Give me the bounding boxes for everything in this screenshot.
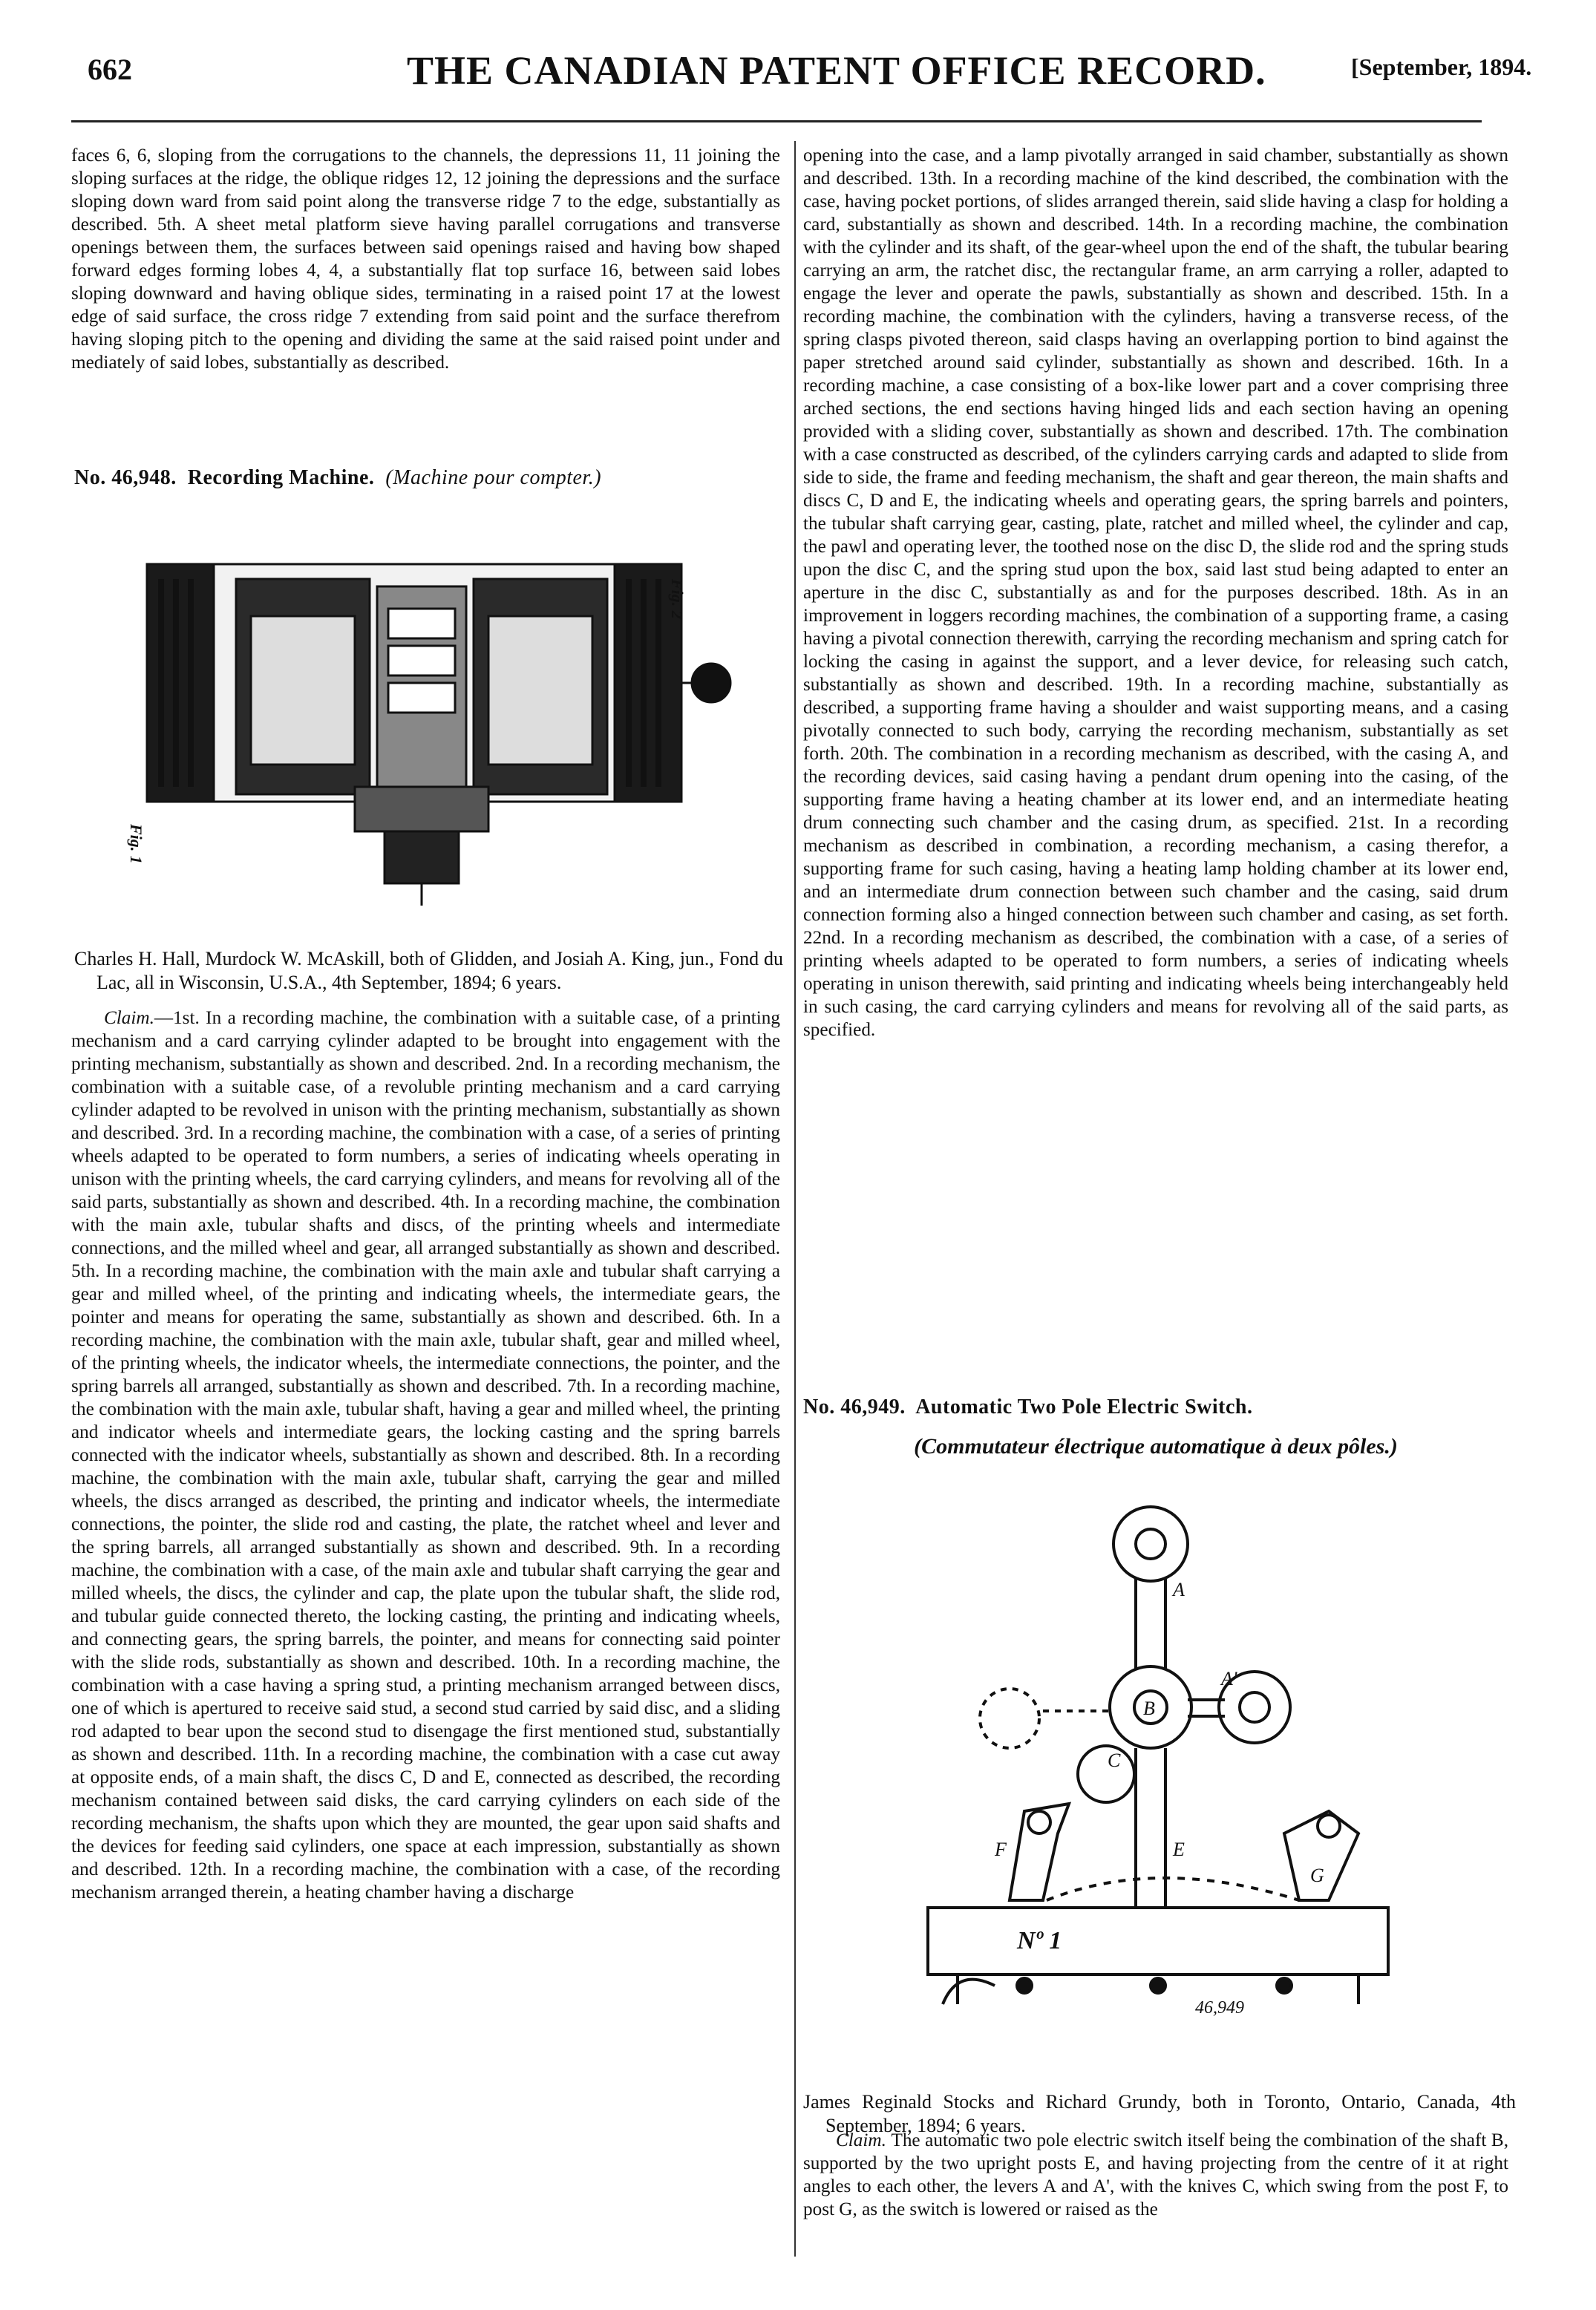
entry-46949-name: Automatic Two Pole Electric Switch. [915,1396,1253,1419]
entry-46948-french: (Machine pour compter.) [385,466,602,489]
switch-signature: 46,949 [1195,1998,1244,2018]
header-rule [71,120,1482,122]
column-divider [794,141,796,2257]
entry-46949-claim-label: Claim. [836,2130,886,2150]
entry-46948-claim-text: —1st. In a recording machine, the combination with a suitable case, of a printing mechanism and a card carrying cylinder adapted to be brought into engagement with the printing mechanism, substantially as shown and described. 2nd. In a recording mechanism, the combination with a suitable case, of a revoluble printing mechanism and a card carrying cylinder adapted to be revolved in unison with the printing mechanism, substantially as shown and described. 3rd. In a recording machine, the combination with a case, of a series of printing wheels adapted to be operated to form numbers, a series of indicating wheels operating in unison with the printing wheels, the card carrying cylinders, and means for revolving all of the said parts, substantially as shown and described. 4th. In a recording machine, the combination with the main axle, tubular shafts and discs, of the printing wheels and intermediate connections, and the milled wheel and gear, all arranged substantially as shown and described. 5th. In a recording machine, the combination with the main axle and tubular shaft carrying a gear and milled wheel, of the printing and indicating wheels, the intermediate gears, the pointer and means for operating the same, substantially as shown and described. 6th. In a recording machine, the combination with the main axle, tubular shaft, gear and milled wheel, of the printing wheels, the indicator wheels, the intermediate connections, the pointer, and the spring barrels all arranged, substantially as shown and described. 7th. In a recording machine, the combination with the main axle, tubular shaft, having a gear and milled wheel, the printing and indicator wheels and intermediate gears, the locking casting and the spring barrels connected with the indicator wheels, substantially as shown and described. 8th. In a recording machine, the combination with the main axle, tubular shaft, carrying the gear and milled wheels, the discs arranged as described, the printing and indicator wheels, the intermediate connections, the pointer, the slide rod and casting, the plate, the ratchet wheel and lever and the spring barrels, all arranged substantially as shown and described. 9th. In a recording machine, the combination with a case, of the main axle and tubular shaft carrying the gear and milled wheels, the discs, the cylinder and cap, the plate upon the tubular shaft, the slide rod, and tubular guide connected thereto, the locking casting, the printing and indicating wheels, and connecting gears, the spring barrels, the pointer, and means for connecting said pointer with the slide rods, substantially as shown and described. 10th. In a recording machine, the combination with a case having a spring stud, a printing mechanism arranged between discs, one of which is apertured to receive said stud, a second stud carried by said disc, and a sliding rod adapted to bear upon the second stud to disengage the first mentioned stud, substantially as shown and described. 11th. In a recording machine, the combination with a case cut away at opposite ends, of a main shaft, the discs C, D and E, connected as described, the recording mechanism contained between said disks, the card carrying cylinders on each side of the recording mechanism, the shafts upon which they are mounted, the gear upon said shafts and the devices for feeding said cylinders, one space at each impression, substantially as shown and described. 12th. In a recording machine, the combination with a case, of the recording mechanism arranged therein, a heating chamber having a discharge [71,1008,780,1902]
entry-46948-claim [71,1007,780,1904]
journal-title: THE CANADIAN PATENT OFFICE RECORD. [407,48,1266,93]
right-continuation-text: opening into the case, and a lamp pivotally arranged in said chamber, substantially as shown and described. 13th. In a recording machine of the kind described, the combination with the case, having pocket portions, of slides arranged therein, said slide having a clasp for holding a card, substantially as shown and described. 14th. In a recording machine, the combination with the cylinder and its shaft, of the gear-wheel upon the end of the shaft, the tubular bearing carrying an arm, the ratchet disc, the rectangular frame, an arm carrying a roller, adapted to engage the lever and operate the pawls, substantially as shown and described. 15th. In a recording machine, the combination with the cylinders, having a transverse recess, of the spring clasps pivoted thereon, said clasps having an overlapping portion to bind against the paper stretched around said cylinder, substantially as shown and described. 16th. In a recording machine, a case consisting of a box-like lower part and a cover comprising three arched sections, the end sections having hinged lids and each section having an opening provided with a sliding cover, substantially as shown and described. 17th. The combination with a case constructed as described, of the cylinders carrying cards and adapted to slide from side to side, the frame and feeding mechanism, the shaft and gear thereon, the main shafts and discs C, D and E, the indicating wheels and operating gears, the spring barrels and pointers, the tubular shaft carrying gear, casting, plate, ratchet and milled wheel, the cylinder and cap, the pawl and operating lever, the toothed nose on the disc D, the slide rod and the spring studs upon the disc C, and the spring stud upon the box, said last stud being adapted to enter an aperture in the disc C, substantially as and for the purposes described. 18th. As in an improvement in loggers recording machines, the combination of a supporting frame, a casing having a pivotal connection therewith, carrying the recording mechanism and spring catch for locking the casing in against the support, and a lever device, for releasing such catch, substantially as shown and described. 19th. In a recording machine, substantially as described, a supporting frame having a shoulder and waist supporting means, and a casing pivotally connected to such body, carrying the recording mechanism, substantially as set forth. 20th. The combination in a recording mechanism as described, with the casing A, and the recording devices, said casing having a pendant drum opening into the casing, of the supporting frame having a heating chamber at its lower end, and an intermediate heating drum connecting such chamber and the casing drum, as specified. 21st. In a recording mechanism as described in combination, a recording mechanism, a casing therefor, a supporting frame for such casing, having a heating lamp holding chamber at its lower end, and an intermediate drum connection between such chamber and the casing, said drum connection forming also a hinged connection between such chamber and casing, as set forth. 22nd. In a recording mechanism as described, the combination with a case, of a series of printing wheels adapted to be operated to form numbers, a series of indicating wheels operating in unison therewith, said printing and indicating wheels being interchangeably held in such casing, the card carrying cylinders and means for revolving all of the said parts, as specified. [803,145,1508,1040]
switch-label-E: E [1173,1839,1185,1860]
entry-46948-number: No. 46,948. [74,466,177,489]
electric-switch-figure [913,1485,1403,2026]
electric-switch-drawing [913,1485,1403,2026]
left-continuation-text: faces 6, 6, sloping from the corrugations to the channels, the depressions 11, 11 joining the sloping surfaces at the ridge, the oblique ridges 12, 12 joining the depressions and the surface sloping down ward from said point along the transverse ridge 7 to the edge, substantially as described. 5th. A sheet metal platform sieve having parallel corrugations and transverse openings between them, the surfaces between said openings raised and having bow shaped forward edges forming lobes 4, 4, a substantially flat top surface 16, between said lobes sloping downward and having oblique sides, terminating in a raised point 17 at the lowest edge of said surface, the cross ridge 7 extending from said point and the surface therefrom having sloping pitch to the opening and dividing the same at the said raised point under and mediately of said lobes, substantially as described. [71,145,780,373]
entry-46949-title [803,1396,1516,1419]
issue-date: [September, 1894. [1351,53,1532,80]
fig-1-label: Fig. 1 [127,824,145,864]
entry-46948-claim-label: Claim. [104,1008,154,1028]
switch-plate-label: Nº 1 [1017,1927,1062,1954]
switch-label-B: B [1143,1698,1155,1719]
entry-46949-patentees: James Reginald Stocks and Richard Grundy, both in Toronto, Ontario, Canada, 4th September, 1894; 6 years. [803,2091,1516,2136]
entry-46949-number: No. 46,949. [803,1396,906,1419]
switch-label-F: F [995,1839,1007,1860]
switch-label-G: G [1310,1865,1324,1886]
entry-46949-claim-text: The automatic two pole electric switch itself being the combination of the shaft B, supported by the two upright posts E, and having projecting from the centre of it at right angles to each other, the levers A and A', with the knives C, which swing from the post F, to post G, as the switch is lowered or raised as the [803,2130,1508,2219]
entry-46948-name: Recording Machine. [187,466,375,489]
entry-46948-patentees: Charles H. Hall, Murdock W. McAskill, both of Glidden, and Josiah A. King, jun., Fond du Lac, all in Wisconsin, U.S.A., 4th September, 1894; 6 years. [74,948,783,993]
switch-label-A: A [1173,1579,1185,1600]
entry-46949-claim [803,2129,1508,2221]
page-number: 662 [88,53,132,86]
fig-2-label: Fig. 2 [668,579,687,619]
recording-machine-drawing [132,520,748,906]
entry-46948-title [74,466,787,490]
switch-label-A1: A' [1221,1668,1237,1689]
recording-machine-figure [132,520,748,906]
switch-label-C: C [1108,1750,1121,1771]
entry-46949-french: (Commutateur électrique automatique à deux pôles.) [914,1434,1398,1459]
